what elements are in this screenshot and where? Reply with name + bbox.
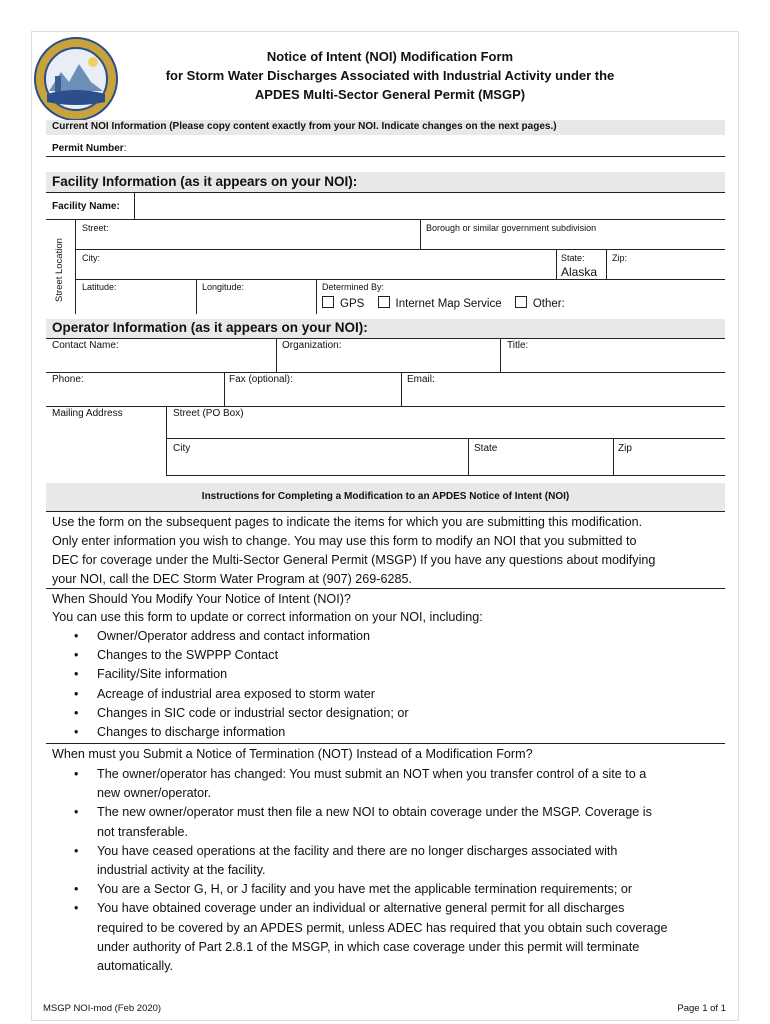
- form-title-line2: for Storm Water Discharges Associated with Industrial Activity under the: [165, 68, 615, 83]
- mailing-city-label: City: [173, 443, 191, 454]
- alaska-dec-seal-icon: [33, 36, 119, 122]
- modify-list-item: • Facility/Site information: [52, 665, 722, 684]
- not-list-item-line: new owner/operator.: [97, 786, 212, 801]
- title-label: Title:: [507, 340, 529, 351]
- not-list-item-line: • You have ceased operations at the facility and there are no longer discharges associated with: [97, 843, 618, 858]
- longitude-label: Longitude:: [202, 282, 245, 292]
- internet-map-service-label: Internet Map Service: [395, 298, 502, 310]
- not-list-item-line: industrial activity at the facility.: [97, 863, 266, 878]
- state-label: State:: [561, 253, 585, 263]
- gps-checkbox[interactable]: [322, 296, 334, 308]
- street-po-box-label: Street (PO Box): [173, 408, 244, 419]
- instructions-paragraph: Use the form on the subsequent pages to indicate the items for which you are submitting this modification. Only enter information you wish to change. You may use this form to modify an NOI that you submitted to DEC for coverage under the Multi-Sector General Permit (MSGP) If you have any questions about modifying your NOI, call the DEC Storm Water Program at (907) 269-6285.: [52, 515, 656, 586]
- city-input[interactable]: [110, 252, 550, 276]
- mailing-zip-input[interactable]: [618, 455, 721, 472]
- modify-items-list: [52, 627, 722, 742]
- determined-by-options: [322, 296, 565, 310]
- zip-input[interactable]: [628, 252, 722, 276]
- not-question: When must you Submit a Notice of Termination (NOT) Instead of a Modification Form?: [52, 747, 533, 761]
- borough-label: Borough or similar government subdivision: [426, 223, 597, 233]
- determined-by-label: Determined By:: [322, 282, 385, 292]
- footer-page-number: Page 1 of 1: [677, 1003, 726, 1014]
- street-input[interactable]: [120, 222, 415, 246]
- fax-input[interactable]: [229, 387, 397, 404]
- form-title-line1: Notice of Intent (NOI) Modification Form: [266, 49, 514, 64]
- street-location-label: Street Location: [54, 238, 65, 302]
- not-list-item: [52, 899, 722, 976]
- modify-list-item: • Changes to the SWPPP Contact: [52, 646, 722, 665]
- not-list-item: [52, 880, 722, 899]
- internet-map-service-checkbox[interactable]: [378, 296, 390, 308]
- not-list-item-line: • You have obtained coverage under an individual or alternative general permit for all discharges: [97, 901, 625, 916]
- state-value: Alaska: [561, 265, 598, 279]
- not-list-item-line: not transferable.: [97, 824, 189, 839]
- modify-list-item: • Owner/Operator address and contact information: [52, 627, 722, 646]
- mailing-zip-label: Zip: [618, 443, 632, 454]
- modify-list-item: • Acreage of industrial area exposed to storm water: [52, 685, 722, 704]
- not-list-item: [52, 765, 722, 803]
- organization-input[interactable]: [282, 353, 496, 370]
- not-list-item-line: • You are a Sector G, H, or J facility and you have met the applicable termination requirements; or: [97, 882, 633, 897]
- mailing-city-input[interactable]: [173, 455, 463, 472]
- other-label: Other:: [532, 298, 565, 310]
- other-checkbox[interactable]: [515, 296, 527, 308]
- mailing-state-label: State: [474, 443, 498, 454]
- phone-input[interactable]: [52, 387, 220, 404]
- not-list-item-line: automatically.: [97, 959, 174, 974]
- email-label: Email:: [407, 374, 435, 385]
- phone-label: Phone:: [52, 374, 84, 385]
- latitude-input[interactable]: [82, 294, 192, 312]
- not-list-item-line: • The owner/operator has changed: You must submit an NOT when you transfer control of a site to a: [97, 767, 647, 781]
- contact-name-input[interactable]: [52, 353, 272, 370]
- not-list-item-line: • The new owner/operator must then file a new NOI to obtain coverage under the MSGP. Coverage is: [97, 805, 652, 820]
- when-modify-question: When Should You Modify Your Notice of Intent (NOI)?: [52, 592, 351, 606]
- title-input[interactable]: [507, 353, 721, 370]
- street-po-box-input[interactable]: [173, 420, 721, 437]
- modify-list-item: • Changes to discharge information: [52, 723, 722, 742]
- not-list-item: [52, 803, 722, 841]
- city-label: City:: [82, 253, 100, 263]
- operator-heading: Operator Information (as it appears on your NOI):: [52, 320, 368, 335]
- permit-number-label: Permit Number:: [52, 143, 127, 154]
- permit-number-input[interactable]: [135, 142, 715, 155]
- current-noi-heading: Current NOI Information (Please copy content exactly from your NOI. Indicate changes on the next pages.): [52, 121, 557, 132]
- facility-name-label: Facility Name:: [52, 201, 120, 212]
- mailing-address-label: Mailing Address: [52, 408, 123, 419]
- not-list-item-line: required to be covered by an APDES permit, unless ADEC has required that you obtain such coverage: [97, 920, 668, 935]
- form-title-line3: APDES Multi-Sector General Permit (MSGP): [254, 87, 526, 102]
- zip-label: Zip:: [612, 253, 628, 263]
- longitude-input[interactable]: [202, 294, 312, 312]
- facility-heading: Facility Information (as it appears on your NOI):: [52, 174, 358, 189]
- when-modify-intro: You can use this form to update or correct information on your NOI, including:: [52, 610, 483, 624]
- not-list-item: [52, 842, 722, 880]
- organization-label: Organization:: [282, 340, 342, 351]
- borough-input[interactable]: [424, 234, 722, 247]
- mailing-state-input[interactable]: [474, 455, 609, 472]
- gps-label: GPS: [340, 298, 365, 310]
- modify-list-item: • Changes in SIC code or industrial sector designation; or: [52, 704, 722, 723]
- not-items-list: [52, 765, 722, 976]
- contact-name-label: Contact Name:: [52, 340, 119, 351]
- not-list-item-line: under authority of Part 2.8.1 of the MSGP, in which case coverage under this permit will terminate: [97, 939, 640, 954]
- facility-name-input[interactable]: [136, 194, 721, 218]
- email-input[interactable]: [407, 387, 721, 404]
- instructions-heading: Instructions for Completing a Modification to an APDES Notice of Intent (NOI): [201, 491, 570, 502]
- footer-form-id: MSGP NOI-mod (Feb 2020): [43, 1003, 162, 1014]
- fax-label: Fax (optional):: [229, 374, 293, 385]
- latitude-label: Latitude:: [82, 282, 117, 292]
- street-label: Street:: [82, 223, 109, 233]
